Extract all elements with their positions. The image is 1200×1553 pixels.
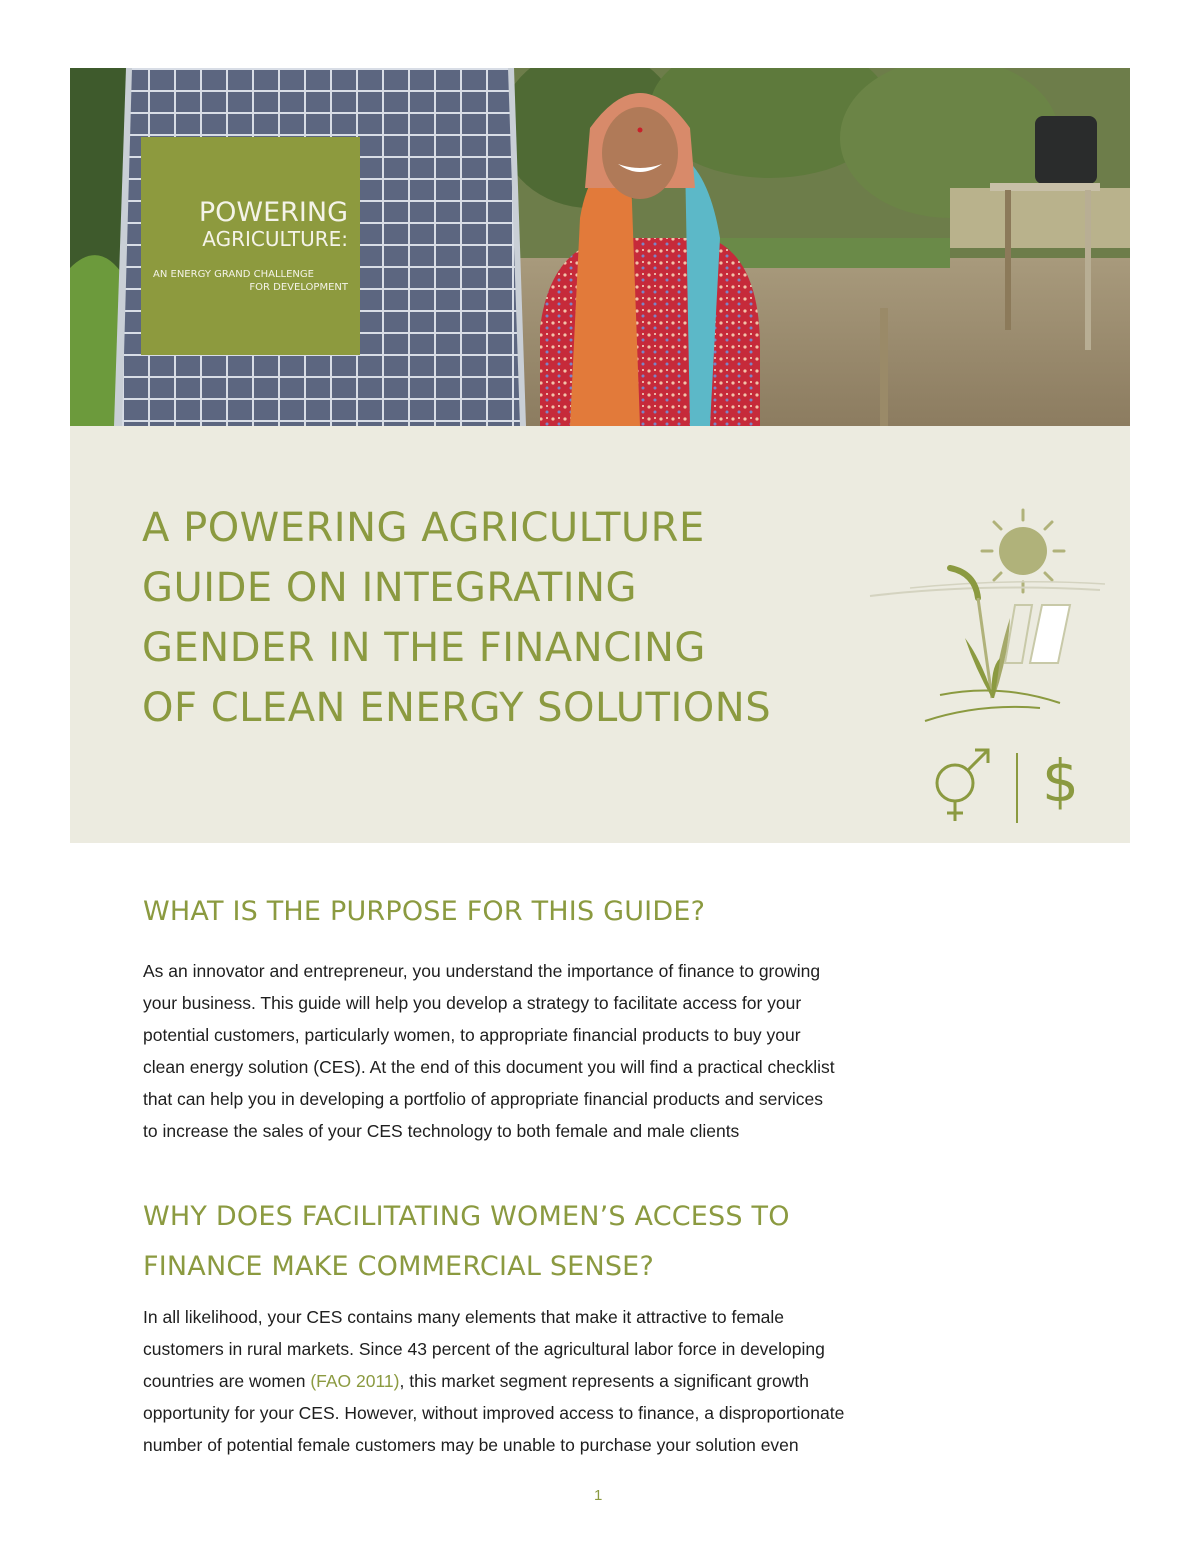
page-number: 1 bbox=[594, 1487, 603, 1504]
paragraph-line bbox=[143, 1365, 953, 1397]
cover-banner bbox=[70, 68, 1130, 843]
title-line: A POWERING AGRICULTURE bbox=[142, 505, 705, 551]
agriculture-gender-finance-emblem bbox=[860, 498, 1130, 828]
heading-line: WHAT IS THE PURPOSE FOR THIS GUIDE? bbox=[143, 896, 706, 927]
logo-line-agriculture: AGRICULTURE: bbox=[202, 227, 348, 251]
logo-tagline-1: AN ENERGY GRAND CHALLENGE bbox=[153, 269, 314, 280]
emblem-graphic bbox=[860, 498, 1130, 828]
section-heading-purpose bbox=[143, 887, 705, 937]
paragraph-line: As an innovator and entrepreneur, you understand the importance of finance to growing bbox=[143, 961, 821, 981]
dollar-sign-icon: $ bbox=[1042, 747, 1079, 815]
paragraph-line: your business. This guide will help you develop a strategy to facilitate access for your bbox=[143, 993, 802, 1013]
citation-link-fao-2011[interactable]: (FAO 2011) bbox=[310, 1371, 400, 1391]
section-heading-commercial-sense bbox=[143, 1192, 790, 1292]
logo-line-powering: POWERING bbox=[198, 197, 348, 228]
paragraph-line: number of potential female customers may be unable to purchase your solution even bbox=[143, 1435, 799, 1455]
paragraph-line: that can help you in developing a portfolio of appropriate financial products and services bbox=[143, 1089, 824, 1109]
title-line: GENDER IN THE FINANCING bbox=[142, 625, 706, 671]
document-title bbox=[142, 498, 771, 738]
paragraph-line: potential customers, particularly women, to appropriate financial products to buy your bbox=[143, 1025, 801, 1045]
paragraph-line: opportunity for your CES. However, without improved access to finance, a disproportionate bbox=[143, 1403, 845, 1423]
paragraph-text: , this market segment represents a significant growth bbox=[399, 1371, 809, 1391]
paragraph-commercial-sense bbox=[143, 1301, 953, 1461]
heading-line: WHY DOES FACILITATING WOMEN’S ACCESS TO bbox=[143, 1201, 790, 1232]
paragraph-line: clean energy solution (CES). At the end of this document you will find a practical checklist bbox=[143, 1057, 835, 1077]
logo-tagline-2: FOR DEVELOPMENT bbox=[249, 282, 348, 293]
title-line: OF CLEAN ENERGY SOLUTIONS bbox=[142, 685, 772, 731]
paragraph-line: In all likelihood, your CES contains many elements that make it attractive to female bbox=[143, 1307, 784, 1327]
paragraph-purpose bbox=[143, 955, 953, 1147]
heading-line: FINANCE MAKE COMMERCIAL SENSE? bbox=[143, 1251, 654, 1282]
sun-icon bbox=[982, 510, 1064, 592]
paragraph-text: countries are women bbox=[143, 1371, 311, 1391]
gender-symbol-icon bbox=[937, 750, 988, 821]
title-line: GUIDE ON INTEGRATING bbox=[142, 565, 637, 611]
powering-agriculture-logo bbox=[141, 137, 360, 355]
paragraph-line: to increase the sales of your CES technology to both female and male clients bbox=[143, 1121, 740, 1141]
paragraph-line: customers in rural markets. Since 43 percent of the agricultural labor force in developing bbox=[143, 1339, 825, 1359]
solar-panel-icon bbox=[1005, 605, 1070, 663]
